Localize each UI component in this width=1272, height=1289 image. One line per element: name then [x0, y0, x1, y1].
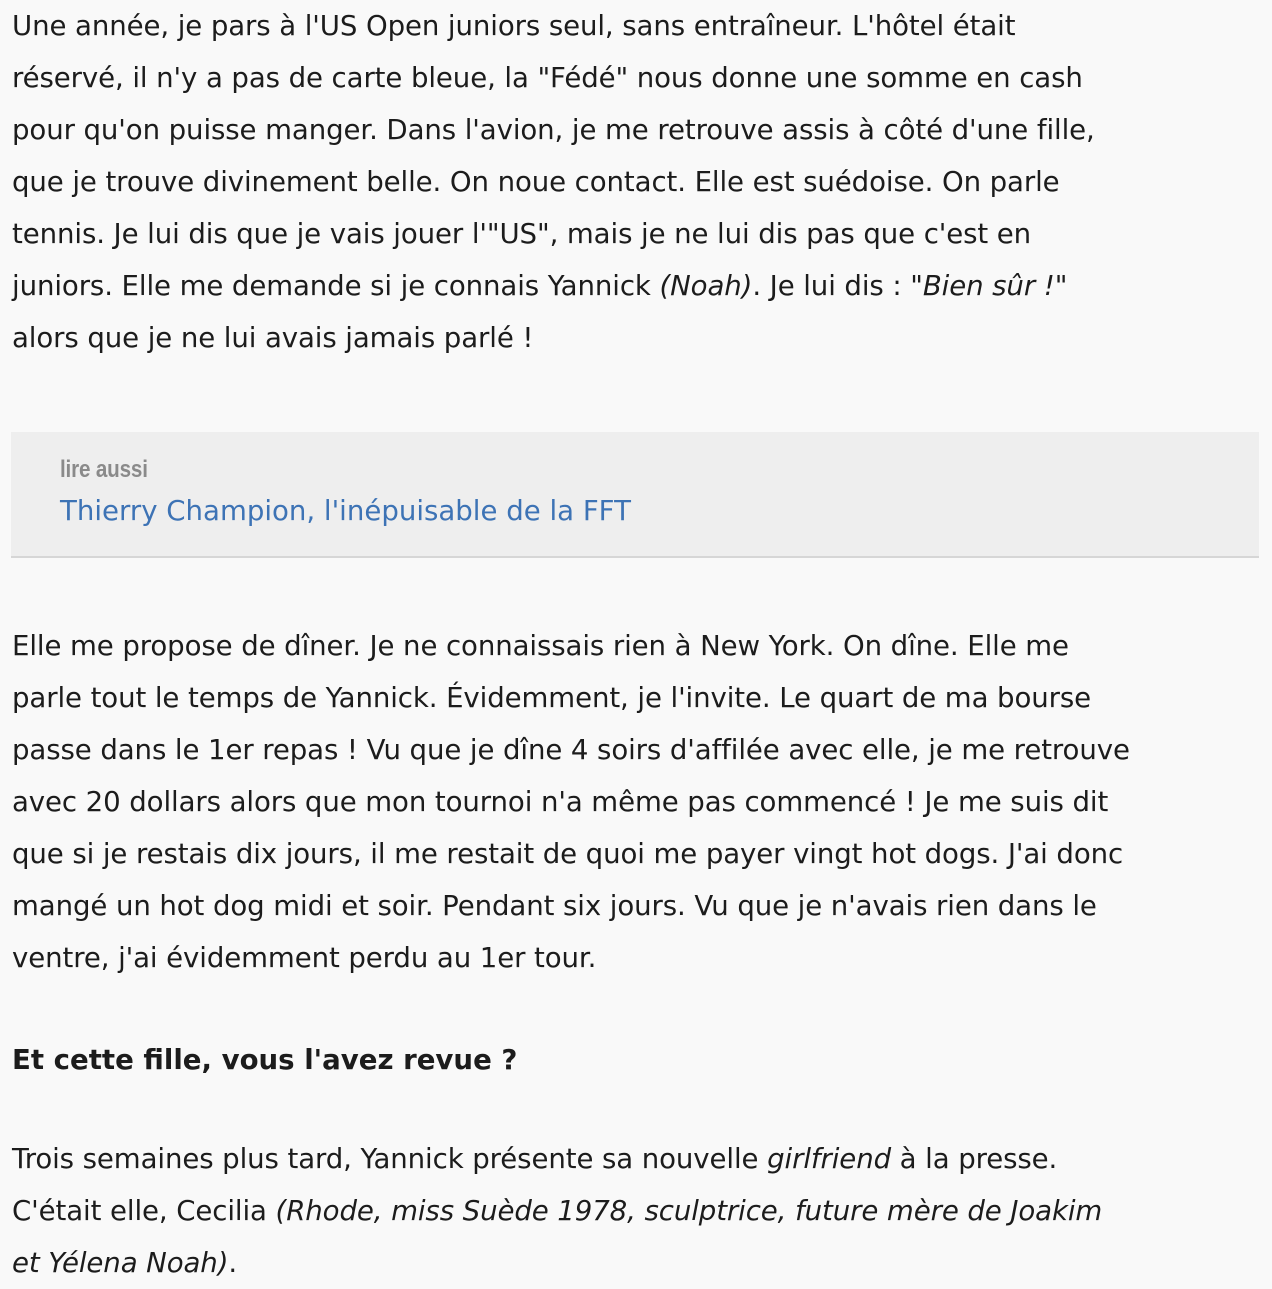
text-segment: Trois semaines plus tard, Yannick présente sa nouvelle — [12, 1142, 768, 1175]
text-line: Une année, je pars à l'US Open juniors seul, sans entraîneur. L'hôtel était — [12, 9, 1016, 42]
text-line: mangé un hot dog midi et soir. Pendant six jours. Vu que je n'avais rien dans le — [12, 889, 1097, 922]
text-line — [12, 1185, 1266, 1237]
read-also-link[interactable]: Thierry Champion, l'inépuisable de la FFT — [60, 494, 631, 527]
text-line — [12, 260, 1262, 312]
text-line: Elle me propose de dîner. Je ne connaissais rien à New York. On dîne. Elle me — [12, 629, 1069, 662]
text-line: parle tout le temps de Yannick. Évidemment, je l'invite. Le quart de ma bourse — [12, 681, 1092, 714]
text-line: avec 20 dollars alors que mon tournoi n'a même pas commencé ! Je me suis dit — [12, 785, 1109, 818]
paragraph-answer — [12, 1133, 1266, 1289]
text-line: passe dans le 1er repas ! Vu que je dîne 4 soirs d'affilée avec elle, je me retrouve — [12, 733, 1130, 766]
paragraph-us-open — [12, 0, 1262, 364]
italic-aside-rhode: (Rhode, miss Suède 1978, sculptrice, future mère de Joakim — [275, 1194, 1103, 1227]
text-line: que si je restais dix jours, il me restait de quoi me payer vingt hot dogs. J'ai donc — [12, 837, 1124, 870]
italic-quote: "Bien sûr !" — [910, 269, 1068, 302]
text-line — [12, 1133, 1266, 1185]
italic-aside-continued: et Yélena Noah) — [12, 1246, 229, 1279]
interview-question: Et cette fille, vous l'avez revue ? — [12, 1043, 518, 1076]
text-segment: . Je lui dis : — [752, 269, 911, 302]
read-also-label: lire aussi — [60, 456, 148, 483]
text-line: tennis. Je lui dis que je vais jouer l'"US", mais je ne lui dis pas que c'est en — [12, 217, 1032, 250]
italic-aside-noah: (Noah) — [659, 269, 753, 302]
paragraph-dinner — [12, 620, 1266, 984]
text-line: alors que je ne lui avais jamais parlé ! — [12, 321, 534, 354]
text-segment: juniors. Elle me demande si je connais Yannick — [12, 269, 660, 302]
text-line: pour qu'on puisse manger. Dans l'avion, je me retrouve assis à côté d'une fille, — [12, 113, 1095, 146]
italic-girlfriend: girlfriend — [767, 1142, 891, 1175]
text-segment: C'était elle, Cecilia — [12, 1194, 276, 1227]
text-line: que je trouve divinement belle. On noue contact. Elle est suédoise. On parle — [12, 165, 1060, 198]
text-line — [12, 1237, 1266, 1289]
text-segment: à la presse. — [891, 1142, 1058, 1175]
text-line: réservé, il n'y a pas de carte bleue, la "Fédé" nous donne une somme en cash — [12, 61, 1083, 94]
text-line: ventre, j'ai évidemment perdu au 1er tour. — [12, 941, 597, 974]
text-segment: . — [228, 1246, 238, 1279]
